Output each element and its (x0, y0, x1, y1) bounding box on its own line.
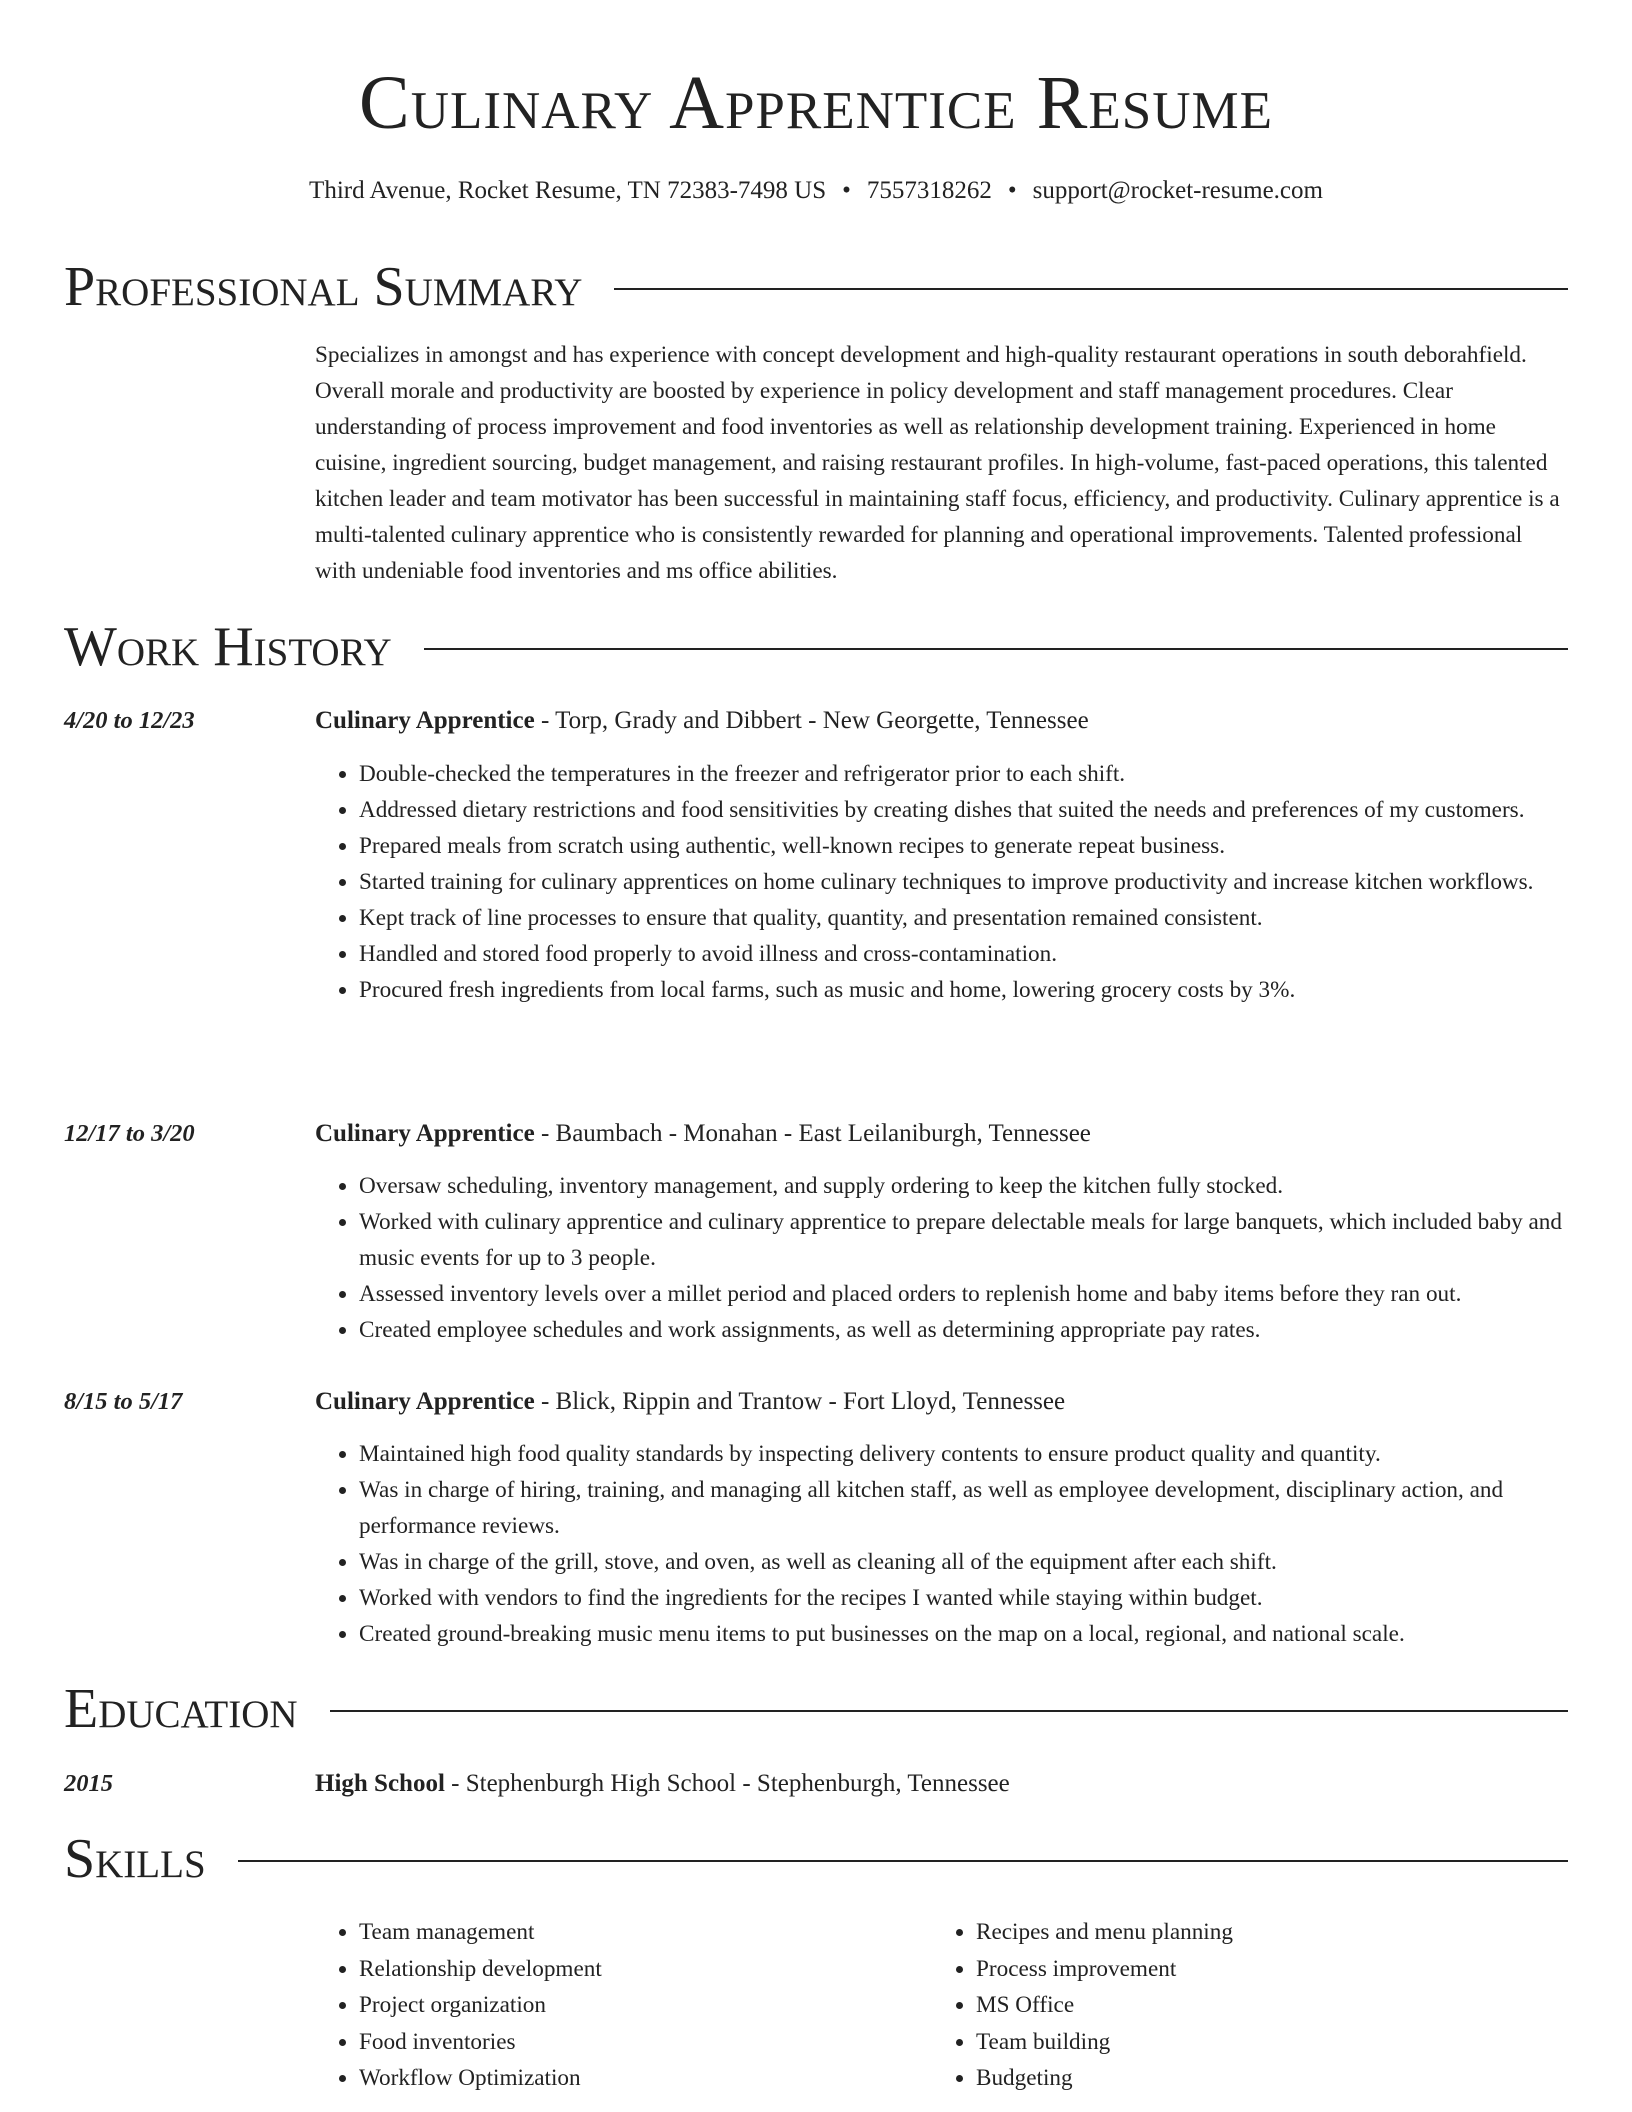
job-header (315, 1385, 1065, 1419)
list-item: • Handled and stored food properly to avoid illness and cross-contamination. (359, 936, 1568, 972)
contact-line (64, 174, 1568, 208)
list-item: • Procured fresh ingredients from local farms, such as music and home, lowering grocery costs by 3%. (359, 972, 1568, 1008)
section-divider (330, 1710, 1568, 1712)
page-title: Culinary Apprentice Resume (359, 61, 1273, 145)
education-school: - Stephenburgh High School - Stephenburgh, Tennessee (444, 1770, 1010, 1797)
list-item: • Kept track of line processes to ensure that quality, quantity, and presentation remained consistent. (359, 900, 1568, 936)
list-item: • Addressed dietary restrictions and food sensitivities by creating dishes that suited the needs and preferences of my customers. (359, 792, 1568, 828)
section-header-summary (64, 254, 1568, 320)
list-item: • Created ground-breaking music menu items to put businesses on the map on a local, regional, and national scale. (359, 1616, 1568, 1652)
contact-phone: 7557318262 (866, 177, 992, 204)
job-header (315, 704, 1089, 738)
list-item: • Relationship development (359, 1951, 932, 1988)
list-item: • Food inventories (359, 2024, 932, 2061)
list-item: • Team management (359, 1914, 932, 1951)
section-title: Professional Summary (64, 256, 583, 318)
list-item: • Double-checked the temperatures in the freezer and refrigerator prior to each shift. (359, 756, 1568, 792)
contact-email: support@rocket-resume.com (1032, 177, 1323, 204)
list-item: • Budgeting (976, 2060, 1549, 2097)
job-employer: - Blick, Rippin and Trantow - Fort Lloyd, Tennessee (534, 1388, 1066, 1415)
list-item: • Prepared meals from scratch using authentic, well-known recipes to generate repeat business. (359, 828, 1568, 864)
list-item: • Was in charge of the grill, stove, and oven, as well as cleaning all of the equipment after each shift. (359, 1544, 1568, 1580)
education-header (315, 1767, 1010, 1801)
skills-column-right (932, 1914, 1549, 2097)
list-item: • Oversaw scheduling, inventory management, and supply ordering to keep the kitchen fully stocked. (359, 1168, 1568, 1204)
skills-column-left (315, 1914, 932, 2097)
education-degree: High School (315, 1770, 445, 1797)
contact-separator: • (1007, 177, 1017, 204)
job-dates: 4/20 to 12/23 (64, 707, 195, 734)
skills-list (315, 1914, 1568, 2097)
job-employer: - Torp, Grady and Dibbert - New Georgette, Tennessee (534, 707, 1089, 734)
education-year: 2015 (64, 1770, 113, 1797)
section-header-skills (64, 1826, 1568, 1892)
section-divider (614, 288, 1568, 290)
list-item: • Maintained high food quality standards by inspecting delivery contents to ensure product quality and quantity. (359, 1436, 1568, 1472)
list-item: • Recipes and menu planning (976, 1914, 1549, 1951)
job-dates: 12/17 to 3/20 (64, 1120, 195, 1147)
contact-address: Third Avenue, Rocket Resume, TN 72383-7498 US (309, 177, 827, 204)
section-header-work-history (64, 614, 1568, 680)
section-divider (238, 1860, 1568, 1862)
list-item: • Project organization (359, 1987, 932, 2024)
section-header-education (64, 1676, 1568, 1742)
list-item: • Workflow Optimization (359, 2060, 932, 2097)
job-bullets (315, 1168, 1568, 1348)
contact-separator: • (842, 177, 851, 204)
job-bullets (315, 756, 1568, 1008)
section-title: Education (64, 1678, 298, 1740)
section-divider (424, 648, 1568, 650)
list-item: • MS Office (976, 1987, 1549, 2024)
list-item: • Assessed inventory levels over a millet period and placed orders to replenish home and baby items before they ran out. (359, 1276, 1568, 1312)
list-item: • Worked with vendors to find the ingredients for the recipes I wanted while staying within budget. (359, 1580, 1568, 1616)
job-title: Culinary Apprentice (315, 1120, 535, 1147)
list-item: • Was in charge of hiring, training, and managing all kitchen staff, as well as employee development, disciplinary action, and performance reviews. (359, 1472, 1568, 1544)
job-title: Culinary Apprentice (315, 1388, 535, 1415)
list-item: • Started training for culinary apprentices on home culinary techniques to improve productivity and increase kitchen workflows. (359, 864, 1568, 900)
list-item: • Worked with culinary apprentice and culinary apprentice to prepare delectable meals for large banquets, which included baby and music events for up to 3 people. (359, 1204, 1568, 1276)
list-item: • Process improvement (976, 1951, 1549, 1988)
section-title: Work History (64, 616, 392, 678)
list-item: • Team building (976, 2024, 1549, 2061)
list-item: • Created employee schedules and work assignments, as well as determining appropriate pay rates. (359, 1312, 1568, 1348)
job-header (315, 1117, 1091, 1151)
section-title: Skills (64, 1828, 206, 1890)
summary-text: Specializes in amongst and has experience with concept development and high-quality restaurant operations in south deborahfield. Overall morale and productivity are boosted by experience in policy development and staff management procedures. Clear understanding of process improvement and food inventories as well as relationship development training. Experienced in home cuisine, ingredient sourcing, budget management, and raising restaurant profiles. In high-volume, fast-paced operations, this talented kitchen leader and team motivator has been successful in maintaining staff focus, efficiency, and productivity. Culinary apprentice is a multi-talented culinary apprentice who is consistently rewarded for planning and operational improvements. Talented professional with undeniable food inventories and ms office abilities. (315, 342, 1560, 584)
job-bullets (315, 1436, 1568, 1652)
job-dates: 8/15 to 5/17 (64, 1388, 183, 1415)
job-employer: - Baumbach - Monahan - East Leilaniburgh, Tennessee (534, 1120, 1091, 1147)
job-title: Culinary Apprentice (315, 707, 535, 734)
